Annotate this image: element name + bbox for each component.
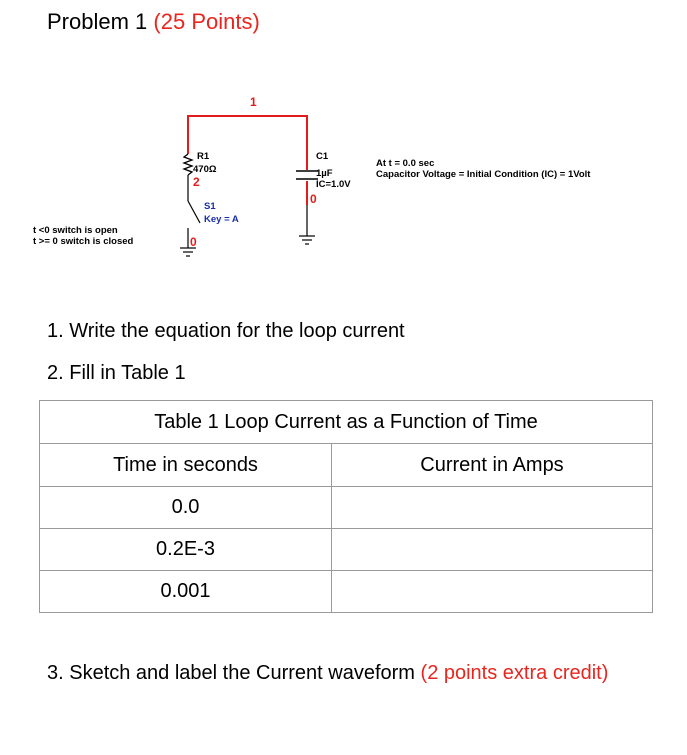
node-2-label: 2 [193, 175, 200, 189]
initial-condition-line1: At t = 0.0 sec [376, 158, 435, 169]
switch-note-line1: t <0 switch is open [33, 225, 118, 236]
loop-current-table [39, 400, 653, 613]
ground-0-label: 0 [190, 235, 197, 249]
initial-condition-line2: Capacitor Voltage = Initial Condition (IC) = 1Volt [376, 169, 591, 180]
table-caption: Table 1 Loop Current as a Function of Time [40, 401, 653, 444]
r1-name: R1 [197, 151, 210, 162]
problem-points: (25 Points) [153, 9, 260, 34]
problem-title-text: Problem 1 [47, 9, 148, 34]
c1-value: 1µF [316, 168, 333, 179]
question-2: 2. Fill in Table 1 [47, 362, 186, 384]
node-0-label: 0 [310, 192, 317, 206]
col-header-time: Time in seconds [40, 444, 332, 487]
r1-value: 470Ω [193, 164, 217, 175]
question-3-text: 3. Sketch and label the Current waveform [47, 662, 415, 684]
table-row [40, 529, 653, 571]
c1-ic: IC=1.0V [316, 179, 351, 190]
question-3 [47, 659, 677, 688]
question-1: 1. Write the equation for the loop current [47, 320, 405, 342]
table-row [40, 571, 653, 613]
time-cell: 0.001 [40, 571, 332, 613]
switch-note-line2: t >= 0 switch is closed [33, 236, 134, 247]
ground-right-icon [299, 205, 315, 244]
ground-left-icon [180, 248, 196, 256]
capacitor-c1-symbol [296, 171, 318, 179]
col-header-current: Current in Amps [332, 444, 653, 487]
node-1-label: 1 [250, 95, 257, 109]
time-cell: 0.0 [40, 487, 332, 529]
switch-s1-symbol [188, 201, 200, 223]
s1-name: S1 [204, 201, 216, 212]
resistor-r1-symbol [184, 154, 192, 175]
s1-key: Key = A [204, 214, 239, 225]
table-row [40, 487, 653, 529]
c1-name: C1 [316, 151, 329, 162]
current-cell[interactable] [332, 487, 653, 529]
circuit-diagram [0, 0, 687, 300]
current-cell[interactable] [332, 571, 653, 613]
time-cell: 0.2E-3 [40, 529, 332, 571]
question-3-extra-credit: (2 points extra credit) [420, 662, 609, 684]
current-cell[interactable] [332, 529, 653, 571]
